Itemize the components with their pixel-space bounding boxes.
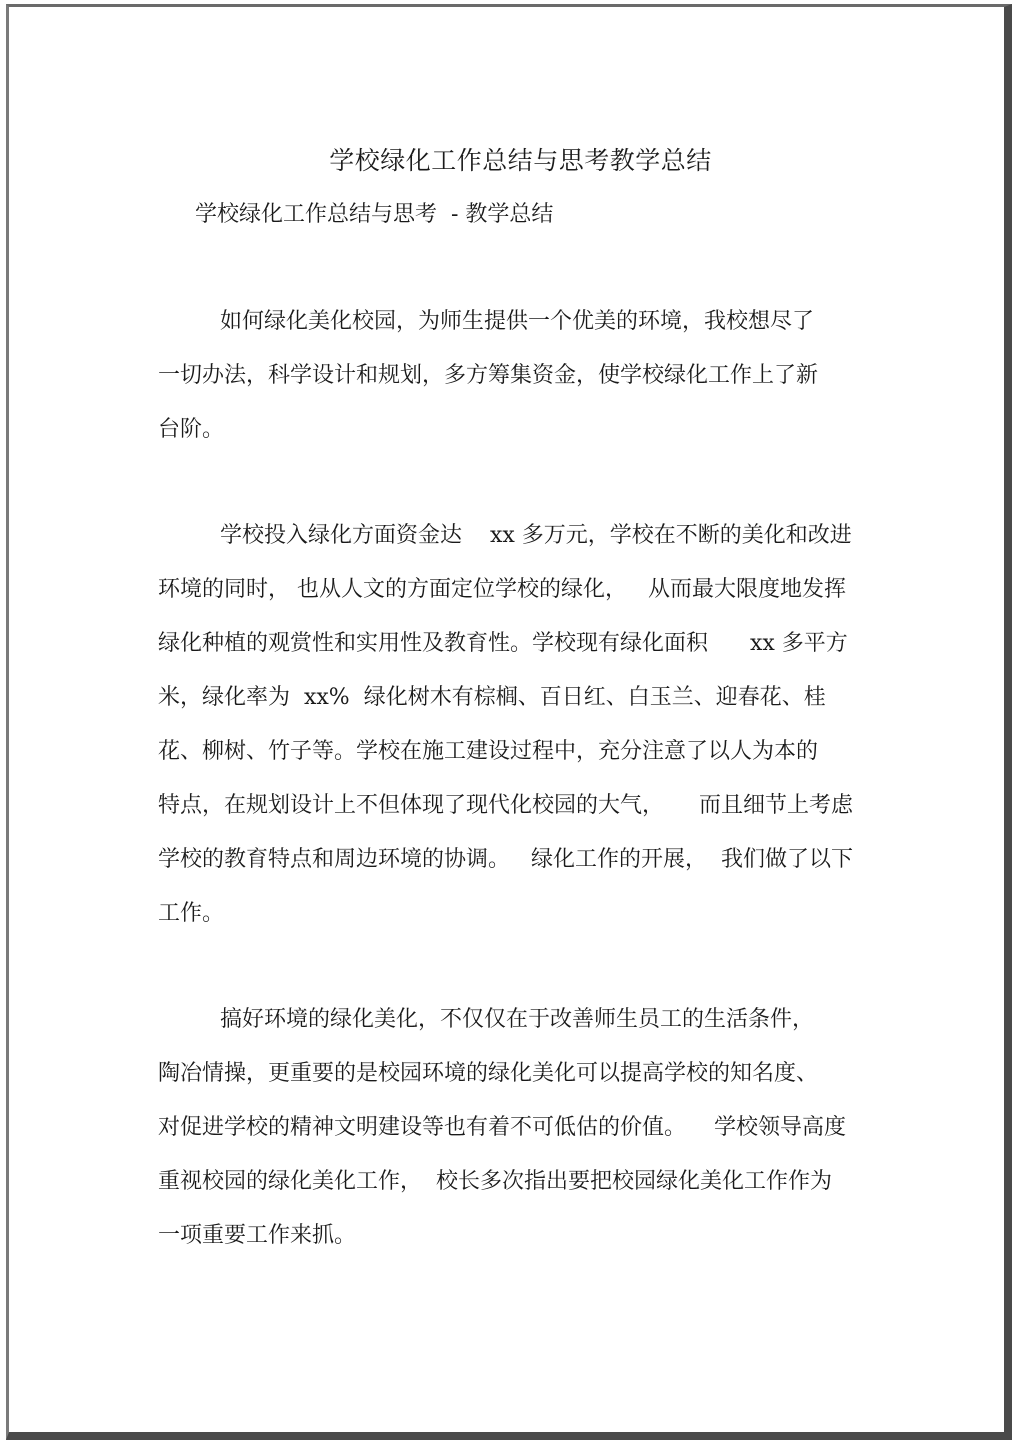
document-title: 学校绿化工作总结与思考教学总结 [329, 146, 712, 175]
paragraph-line: 一切办法，科学设计和规划，多方筹集资金，使学校绿化工作上了新 [158, 363, 819, 388]
paragraph-line: 花、柳树、竹子等。学校在施工建设过程中，充分注意了以人为本的 [158, 739, 819, 764]
paragraph-3 [158, 993, 878, 1263]
paragraph-1 [158, 295, 878, 457]
paragraph-line: 环境的同时， 也从人文的方面定位学校的绿化， 从而最大限度地发挥 [158, 577, 846, 602]
document-page [6, 4, 1012, 1440]
paragraph-line: 学校投入绿化方面资金达 xx 多万元，学校在不断的美化和改进 [220, 523, 852, 548]
paragraph-line: 工作。 [158, 901, 225, 926]
paragraph-line: 特点，在规划设计上不但体现了现代化校园的大气， 而且细节上考虑 [158, 793, 853, 818]
paragraph-line: 对促进学校的精神文明建设等也有着不可低估的价值。 学校领导高度 [158, 1115, 846, 1140]
paragraph-line: 米，绿化率为 xx% 绿化树木有棕榈、百日红、白玉兰、迎春花、桂 [158, 685, 826, 710]
paragraph-2 [158, 509, 878, 941]
paragraph-line: 一项重要工作来抓。 [158, 1223, 357, 1248]
paragraph-line: 重视校园的绿化美化工作， 校长多次指出要把校园绿化美化工作作为 [158, 1169, 832, 1194]
paragraph-line: 学校的教育特点和周边环境的协调。 绿化工作的开展， 我们做了以下 [158, 847, 853, 872]
paragraph-line: 如何绿化美化校园，为师生提供一个优美的环境，我校想尽了 [220, 309, 815, 334]
paragraph-line: 陶冶情操，更重要的是校园环境的绿化美化可以提高学校的知名度、 [158, 1061, 819, 1086]
document-subtitle: 学校绿化工作总结与思考 - 教学总结 [195, 202, 554, 227]
paragraph-line: 台阶。 [158, 417, 225, 442]
paragraph-line: 绿化种植的观赏性和实用性及教育性。学校现有绿化面积 xx 多平方 [158, 631, 848, 656]
paragraph-line: 搞好环境的绿化美化，不仅仅在于改善师生员工的生活条件， [220, 1007, 815, 1032]
